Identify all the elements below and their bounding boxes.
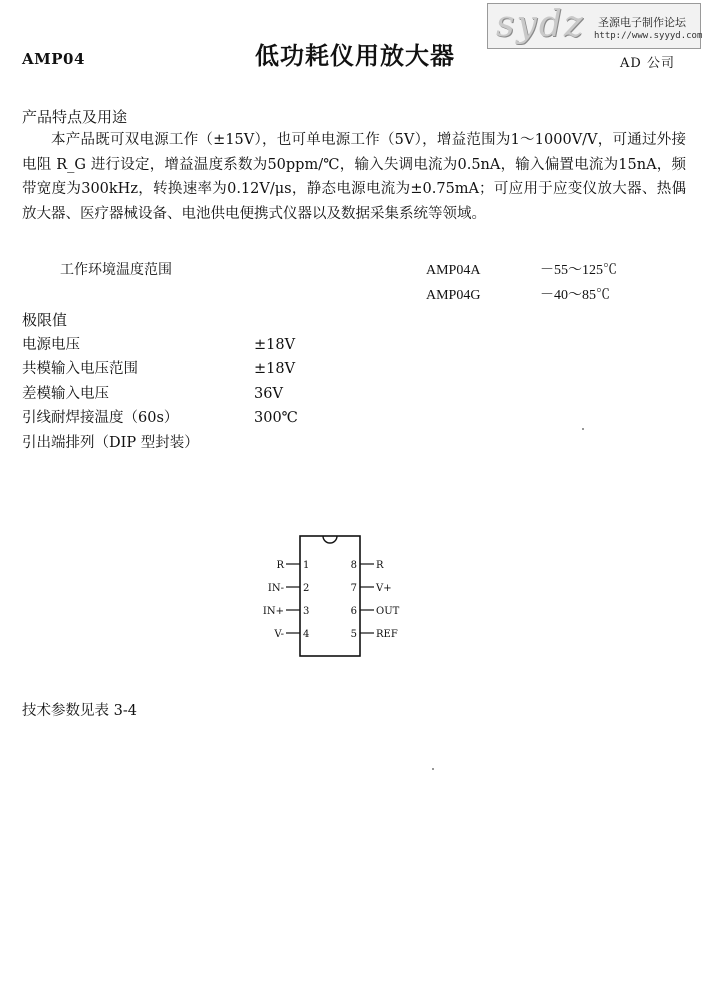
ic-notch [323, 536, 337, 543]
temp-model: AMP04A [426, 263, 481, 278]
left-pin-leads [286, 564, 300, 633]
operating-temp-label: 工作环境温度范围 [60, 262, 172, 278]
right-pin-leads [360, 564, 374, 633]
pin-number: 4 [303, 629, 310, 640]
abs-max-row [22, 382, 283, 403]
abs-max-label: 差模输入电压 [22, 386, 109, 402]
pin-name: R [276, 560, 284, 571]
abs-max-row [22, 406, 298, 427]
abs-max-value: ±18V [254, 337, 296, 353]
pin-name: V- [274, 629, 284, 640]
pin-number: 2 [303, 583, 310, 594]
abs-max-label: 电源电压 [22, 337, 80, 353]
company-name: AD 公司 [620, 56, 675, 71]
watermark-stamp [487, 3, 701, 49]
abs-max-row [22, 357, 295, 378]
abs-max-row [22, 333, 295, 354]
page-title: 低功耗仪用放大器 [255, 41, 455, 70]
abs-max-value: 36V [254, 386, 283, 402]
pin-name: IN- [267, 583, 284, 594]
temp-model: AMP04G [426, 288, 481, 303]
part-number: AMP04 [22, 50, 85, 68]
abs-max-label: 引线耐焊接温度（60s） [22, 410, 179, 426]
pin-name: OUT [376, 606, 400, 617]
abs-max-value: 300℃ [254, 410, 298, 426]
pin-name: V+ [376, 583, 392, 594]
temp-range: －55～125℃ [540, 263, 617, 278]
watermark-url: http://www.syyyd.com [594, 31, 703, 41]
tech-reference: 技术参数见表 3-4 [22, 703, 137, 719]
dip-pinout-diagram [260, 532, 420, 662]
temp-row [426, 284, 610, 304]
abs-max-value: ±18V [254, 361, 296, 377]
pin-number: 8 [350, 560, 357, 571]
abs-max-label: 共模输入电压范围 [22, 361, 138, 377]
pin-name: R [376, 560, 384, 571]
features-heading: 产品特点及用途 [22, 108, 128, 126]
pin-number: 1 [303, 560, 310, 571]
pin-name: REF [376, 629, 398, 640]
pin-number: 7 [350, 583, 357, 594]
temp-range: －40～85℃ [540, 288, 610, 303]
pin-name: IN+ [262, 606, 284, 617]
watermark-site-name: 圣源电子制作论坛 [598, 16, 686, 29]
scan-speck [432, 768, 434, 770]
temp-row [426, 259, 617, 279]
pinout-label: 引出端排列（DIP 型封装） [22, 435, 199, 451]
watermark-logo: sydz [496, 4, 585, 45]
abs-max-heading: 极限值 [22, 311, 68, 329]
features-paragraph: 本产品既可双电源工作（±15V），也可单电源工作（5V），增益范围为1～1000V/V，可通过外接电阻 R_G 进行设定，增益温度系数为50ppm/℃，输入失调电流为0.5nA，输入偏置电流为15nA，频带宽度为300kHz，转换速率为0.12V/μs，静态电源电流为±0.75mA；可应用于应变仪放大器、热偶放大器、医疗器械设备、电池供电便携式仪器以及数据采集系统等领域。 [22, 132, 686, 222]
pin-number: 3 [303, 606, 310, 617]
pin-number: 6 [350, 606, 357, 617]
pin-number: 5 [350, 629, 357, 640]
scan-speck [582, 428, 584, 430]
